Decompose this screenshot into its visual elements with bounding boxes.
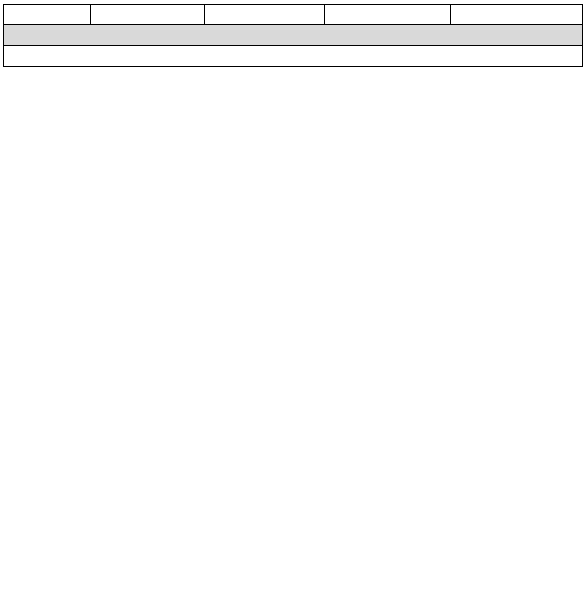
notes-row xyxy=(4,46,583,67)
header-regular xyxy=(451,5,583,25)
header-row xyxy=(4,5,583,25)
header-parametro xyxy=(4,5,91,25)
section-row xyxy=(4,25,583,46)
notes-cell xyxy=(4,46,583,67)
header-maximo xyxy=(91,5,205,25)
coffee-quality-table xyxy=(3,4,583,67)
section-title xyxy=(4,25,583,46)
document xyxy=(3,4,582,67)
header-premium xyxy=(325,5,451,25)
header-especialidad xyxy=(205,5,325,25)
